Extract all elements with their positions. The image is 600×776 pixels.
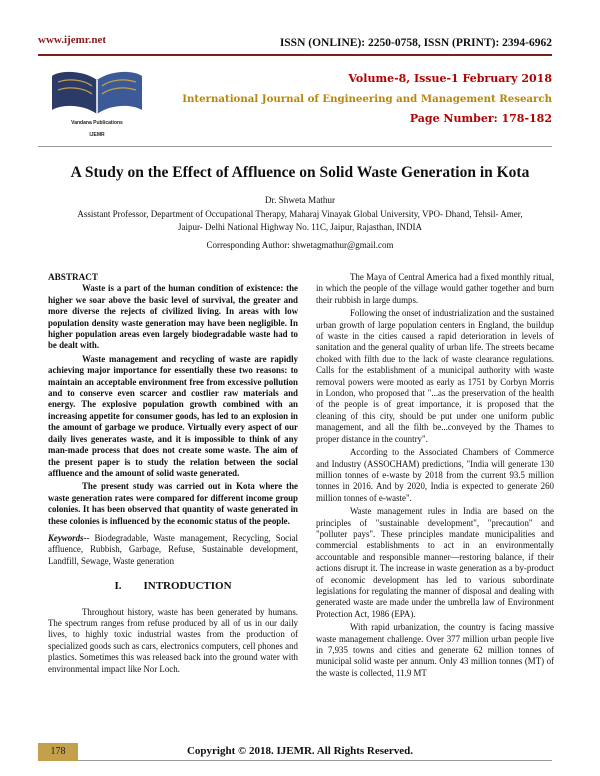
masthead-divider (38, 146, 552, 147)
logo-caption: Vandana Publications (71, 120, 123, 126)
body-paragraph: The Maya of Central America had a fixed monthly ritual, in which the people of the village would gather together and burn their rubbish in large dumps. (316, 272, 554, 305)
affiliation-line-1: Assistant Professor, Department of Occupational Therapy, Maharaj Vinayak Global University, VPO- Dhand, Tehsil- Amer, (77, 209, 523, 219)
page-header (0, 0, 600, 64)
book-logo-icon (38, 66, 156, 122)
issn-text: ISSN (ONLINE): 2250-0758, ISSN (PRINT): 2394-6962 (279, 37, 552, 49)
keywords-text: Biodegradable, Waste management, Recycling, Social affluence, Rubbish, Garbage, Refuse, Sustainable development, Landfill, Sewage, Waste generation (48, 532, 298, 566)
abstract-paragraph: The present study was carried out in Kota where the waste generation rates were compared for different income group colonies. It has been observed that quantity of waste generated in these colonies is influenced by the economic status of the people. (48, 481, 298, 526)
abstract-heading: ABSTRACT (48, 272, 99, 282)
footer-divider (38, 760, 552, 761)
intro-paragraph: Throughout history, waste has been generated by humans. The spectrum ranges from refuse produced by all of us in our daily lives, to highly toxic industrial wastes from the production of specialized goods such as cars, electronics computers, cell phones and plastics. Sometimes this was released back into the ground water with environmental impact like Nor Loch. (48, 606, 298, 674)
section-heading-introduction: I. INTRODUCTION (114, 580, 232, 593)
author-name: Dr. Shweta Mathur (264, 195, 336, 205)
body-paragraph: According to the Associated Chambers of Commerce and Industry (ASSOCHAM) predictions, "India will generate 130 million tonnes of e-waste by 2018 from the current 93.5 million tonnes in 2016. And by 2020, India is expected to generate 260 million tonnes of e-waste". (316, 447, 554, 503)
journal-name: International Journal of Engineering and Management Research (182, 93, 552, 105)
left-column (48, 272, 298, 677)
right-column (316, 272, 554, 681)
body-paragraph: With rapid urbanization, the country is facing massive waste management challenge. Over 377 million urban people live in 7,935 towns and cities and generate 62 million tonnes of municipal solid waste per annum. Only 43 million tonnes (MT) of the waste is collected, 11.9 MT (316, 622, 554, 678)
page-number: 178 (38, 743, 78, 761)
page-range: Page Number: 178-182 (409, 112, 552, 125)
abstract-paragraph: Waste management and recycling of waste are rapidly achieving major importance for essentially these two reasons: to maintain an acceptable environment free from excessive pollution and to conserve even scarcer and costlier raw materials and energy. The explosive population growth combined with an increasing appetite for consumer goods, has led to an explosion in the amount of garbage we produce. Virtually every aspect of our daily lives generates waste, and it is impossible to think of any man-made process that does not create some waste. The aim of the present paper is to study the relation between the social affluence and the amount of solid waste generated. (48, 353, 298, 478)
volume-issue: Volume-8, Issue-1 February 2018 (348, 72, 552, 85)
paper-title: A Study on the Effect of Affluence on Solid Waste Generation in Kota (70, 164, 530, 181)
corresponding-author: Corresponding Author: shwetagmathur@gmail.com (206, 240, 394, 250)
site-url[interactable]: www.ijemr.net (38, 34, 107, 46)
keywords-label: Keywords-- (48, 532, 90, 543)
logo-abbr: IJEMR (89, 132, 105, 138)
affiliation-line-2: Jaipur- Delhi National Highway No. 11C, Jaipur, Rajasthan, INDIA (177, 221, 423, 232)
body-paragraph: Waste management rules in India are based on the principles of "sustainable development", "precaution" and "polluter pays". These principles mandate municipalities and commercial establishments to act in an environmentally accountable and responsible manner—restoring balance, if their actions disrupt it. The increase in waste generation as a by-product of economic development has led to various subordinate legislations for regulating the manner of disposal and dealing with generated waste are made under the umbrella law of Environment Protection Act, 1986 (EPA). (316, 506, 554, 619)
author-affiliation (20, 208, 580, 233)
copyright-notice: Copyright © 2018. IJEMR. All Rights Reserved. (186, 745, 414, 757)
header-divider (38, 54, 552, 56)
keywords (48, 533, 298, 567)
abstract-paragraph: Waste is a part of the human condition of existence: the higher we soar above the basic level of survival, the greater and more diverse the rejects of civilized living. In areas with low population density waste generation may have been negligible. In higher population areas even largely biodegradable waste had to be dealt with. (48, 283, 298, 351)
body-paragraph: Following the onset of industrialization and the sustained urban growth of large population centers in England, the buildup of waste in the cities caused a rapid deterioration in levels of sanitation and the general quality of urban life. The streets became choked with filth due to the lack of waste clearance regulations. Calls for the establishment of a municipal authority with waste removal powers were mooted as early as 1751 by Corbyn Morris in London, who proposed that "...as the preservation of the health of the people is of great importance, it is proposed that the cleaning of this city, should be put under one uniform public management, and all the filth be...conveyed by the Thames to proper distance in the country". (316, 308, 554, 444)
